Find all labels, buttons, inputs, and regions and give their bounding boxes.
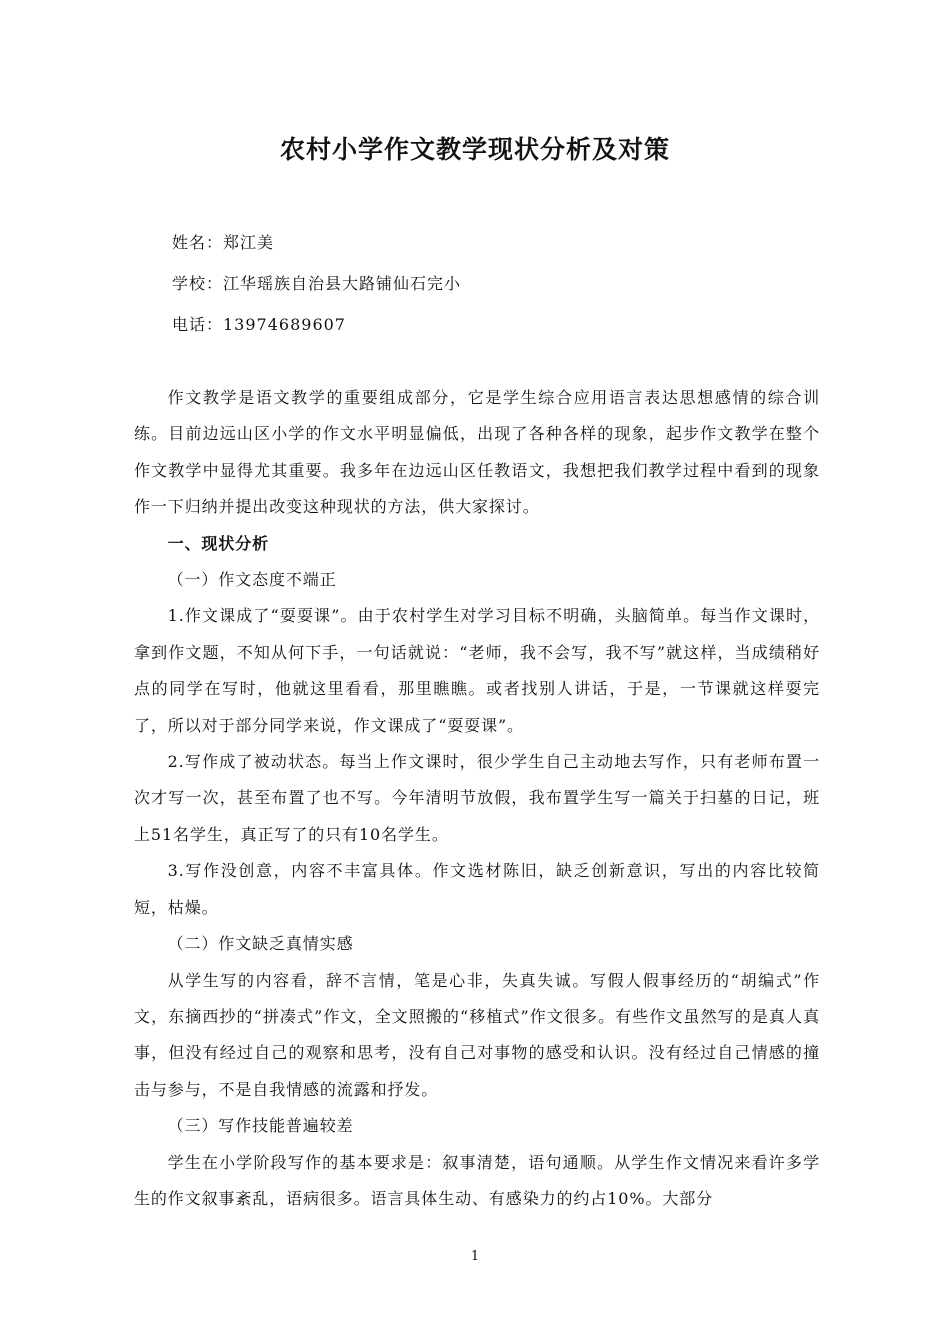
body-paragraph: 学生在小学阶段写作的基本要求是：叙事清楚，语句通顺。从学生作文情况来看许多学生的作文叙事紊乱，语病很多。语言具体生动、有感染力的约占10%。大部分	[134, 1152, 820, 1208]
subsection-heading: （三）写作技能普遍较差	[167, 1116, 354, 1136]
body-paragraph: 从学生写的内容看，辞不言情，笔是心非，失真失诚。写假人假事经历的“胡编式”作文，东摘西抄的“拼凑式”作文，全文照搬的“移植式”作文很多。有些作文虽然写的是真人真事，但没有经过自己的观察和思考，没有自己对事物的感受和认识。没有经过自己情感的撞击与参与，不是自我情感的流露和抒发。	[134, 970, 820, 1099]
author-name-line: 姓名：郑江美	[172, 233, 275, 252]
body-paragraph: 1.作文课成了“耍耍课”。由于农村学生对学习目标不明确，头脑简单。每当作文课时，拿到作文题，不知从何下手，一句话就说：“老师，我不会写，我不写”就这样，当成绩稍好点的同学在写时，他就这里看看，那里瞧瞧。或者找别人讲话，于是，一节课就这样耍完了，所以对于部分同学来说，作文课成了“耍耍课”。	[134, 606, 820, 735]
subsection-heading: （二）作文缺乏真情实感	[167, 934, 354, 954]
author-phone-line: 电话：13974689607	[172, 315, 346, 334]
document-body	[134, 380, 820, 1217]
subsection-heading: （一）作文态度不端正	[167, 570, 337, 590]
body-paragraph: 2.写作成了被动状态。每当上作文课时，很少学生自己主动地去写作，只有老师布置一次才写一次，甚至布置了也不写。今年清明节放假，我布置学生写一篇关于扫墓的日记，班上51名学生，真正写了的只有10名学生。	[134, 752, 820, 844]
section-heading: 一、现状分析	[167, 533, 269, 553]
intro-paragraph: 作文教学是语文教学的重要组成部分，它是学生综合应用语言表达思想感情的综合训练。目前边远山区小学的作文水平明显偏低，出现了各种各样的现象，起步作文教学在整个作文教学中显得尤其重要。我多年在边远山区任教语文，我想把我们教学过程中看到的现象作一下归纳并提出改变这种现状的方法，供大家探讨。	[134, 388, 820, 517]
page-number: 1	[470, 1249, 480, 1264]
author-school-line: 学校：江华瑶族自治县大路铺仙石完小	[172, 274, 462, 293]
author-info	[172, 222, 461, 345]
document-title: 农村小学作文教学现状分析及对策	[279, 135, 670, 164]
body-paragraph: 3.写作没创意，内容不丰富具体。作文选材陈旧，缺乏创新意识，写出的内容比较简短，枯燥。	[134, 861, 820, 917]
